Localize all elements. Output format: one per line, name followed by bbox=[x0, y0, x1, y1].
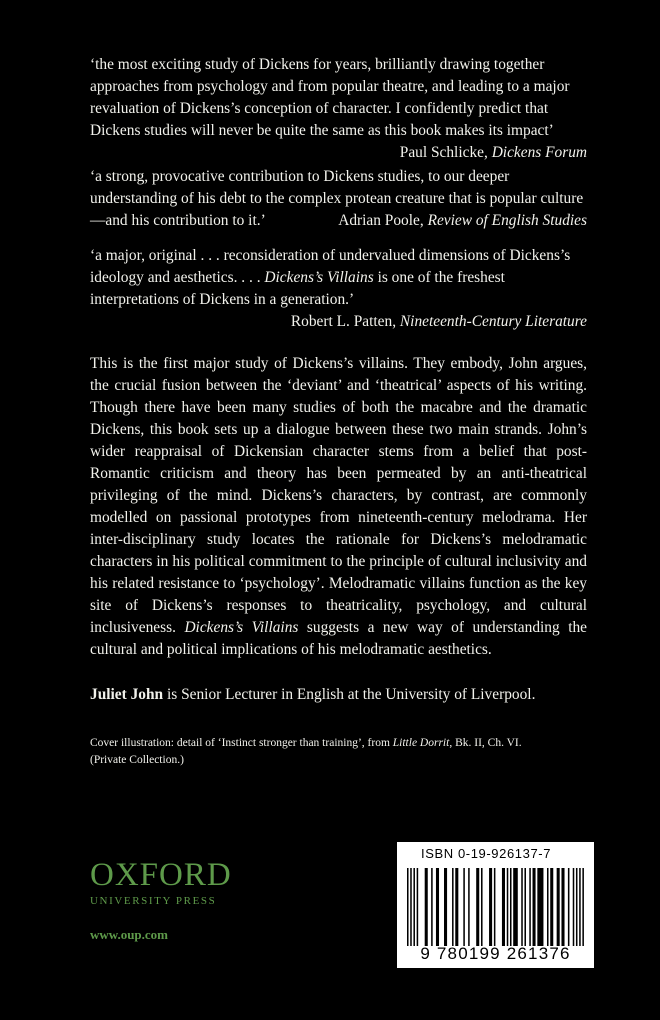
barcode-bar bbox=[481, 868, 483, 946]
barcode-bar bbox=[550, 868, 553, 946]
quote-attribution bbox=[90, 311, 587, 333]
barcode-bar bbox=[476, 868, 479, 946]
cover-credit: Cover illustration: detail of ‘Instinct stronger than training’, from Little Dorrit, Bk. II, Ch. VI. (Private Collection.) bbox=[90, 737, 522, 766]
author-name: Juliet John bbox=[90, 686, 164, 703]
book-description: This is the first major study of Dickens’s villains. They embody, John argues, the crucial fusion between the ‘deviant’ and ‘theatrical’ aspects of his writing. Though there have been many studies of both the macabre and the dramatic Dickens, this book sets up a dialogue between these two main strands. John’s wider reappraisal of Dickensian character stems from a belief that post-Romantic criticism and theory has been permeated by an anti-theatrical privileging of the mind. Dickens’s characters, by contrast, are commonly modelled on passional prototypes from nineteenth-century melodrama. Her inter-disciplinary study locates the rationale for Dickens’s melodramatic characters in his political commitment to the principle of cultural inclusivity and his related resistance to ‘psychology’. Melodramatic villains function as the key site of Dickens’s responses to theatricality, psychology, and cultural inclusiveness. Dickens’s Villains suggests a new way of understanding the cultural and political implications of his melodramatic aesthetics. bbox=[90, 355, 588, 658]
isbn-label: ISBN 0-19-926137-7 bbox=[421, 846, 552, 861]
barcode-bar bbox=[468, 868, 470, 946]
attribution-name: Paul Schlicke, bbox=[399, 144, 488, 161]
barcode-bar bbox=[521, 868, 523, 946]
barcode-bars bbox=[407, 868, 584, 946]
barcode-bar bbox=[413, 868, 415, 946]
publisher-subname: UNIVERSITY PRESS bbox=[90, 895, 217, 907]
attribution-source: Nineteenth-Century Literature bbox=[399, 313, 587, 330]
barcode-bar bbox=[502, 868, 505, 946]
barcode-bar bbox=[410, 868, 412, 946]
book-title: Dickens’s Villains bbox=[264, 269, 374, 286]
barcode-bar bbox=[513, 868, 518, 946]
barcode-bar bbox=[582, 868, 584, 946]
isbn-barcode bbox=[397, 842, 594, 968]
barcode-bar bbox=[494, 868, 496, 946]
barcode-bar bbox=[524, 868, 526, 946]
review-quote-1 bbox=[90, 54, 587, 164]
quote-text: ‘a strong, provocative contribution to Dickens studies, to our deeper understanding of his debt to the complex protean creature that is popular culture —and his contribution to it.’ Adrian Poole, Review of English Studies bbox=[90, 166, 587, 232]
credit-title: Little Dorrit bbox=[392, 737, 450, 749]
review-quote-2 bbox=[90, 166, 587, 232]
book-title: Dickens’s Villains bbox=[184, 619, 299, 636]
barcode-bar bbox=[510, 868, 512, 946]
barcode-bar bbox=[557, 868, 560, 946]
publisher-website[interactable]: www.oup.com bbox=[90, 927, 169, 942]
quote-attribution bbox=[90, 142, 587, 164]
barcode-bar bbox=[568, 868, 570, 946]
publisher-name: OXFORD bbox=[90, 857, 232, 893]
attribution-name: Robert L. Patten, bbox=[290, 313, 397, 330]
barcode-bar bbox=[463, 868, 465, 946]
barcode-bar bbox=[452, 868, 454, 946]
barcode-bar bbox=[489, 868, 492, 946]
barcode-bar bbox=[533, 868, 536, 946]
barcode-bar bbox=[561, 868, 564, 946]
attribution-name: Adrian Poole, bbox=[338, 212, 424, 229]
review-quote-3 bbox=[90, 245, 587, 333]
barcode-bar bbox=[576, 868, 578, 946]
barcode-bar bbox=[537, 868, 543, 946]
author-bio: Juliet John is Senior Lecturer in English at the University of Liverpool. bbox=[90, 686, 536, 703]
quote-text: ‘a major, original . . . reconsideration of undervalued dimensions of Dickens’s ideology and aesthetics. . . . Dickens’s Villains is one of the freshest interpretations of Dickens in a generation.’ bbox=[90, 247, 571, 308]
barcode-bar bbox=[455, 868, 458, 946]
barcode-bar bbox=[573, 868, 575, 946]
barcode-bar bbox=[417, 868, 419, 946]
barcode-bar bbox=[507, 868, 509, 946]
barcode-bar bbox=[444, 868, 447, 946]
attribution-source: Dickens Forum bbox=[491, 144, 587, 161]
barcode-bar bbox=[431, 868, 433, 946]
ean-digits: 9 780199 261376 bbox=[420, 944, 571, 963]
publisher-logo bbox=[90, 857, 240, 907]
quote-attribution bbox=[338, 210, 587, 232]
barcode-bar bbox=[425, 868, 428, 946]
quote-text: ‘the most exciting study of Dickens for years, brilliantly drawing together approaches from psychology and from popular theatre, and leading to a major revaluation of Dickens’s conception of character. I confidently predict that Dickens studies will never be quite the same as this book makes its impact’ bbox=[90, 56, 570, 139]
barcode-bar bbox=[436, 868, 439, 946]
attribution-source: Review of English Studies bbox=[427, 212, 587, 229]
barcode-bar bbox=[579, 868, 581, 946]
barcode-bar bbox=[529, 868, 531, 946]
barcode-bar bbox=[407, 868, 409, 946]
barcode-bar bbox=[547, 868, 549, 946]
